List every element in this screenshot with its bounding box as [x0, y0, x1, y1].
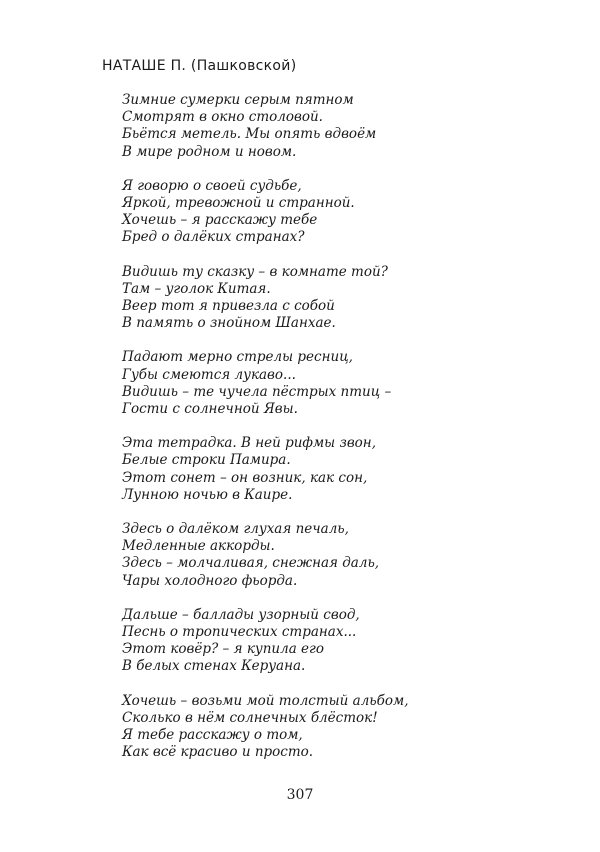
poem-line: Хочешь – возьми мой толстый альбом,	[122, 692, 409, 709]
poem-line: Видишь – те чучела пёстрых птиц –	[122, 383, 392, 400]
stanza-1	[122, 92, 542, 161]
poem-line: Этот ковёр? – я купила его	[122, 641, 324, 658]
poem-line: Эта тетрадка. В ней рифмы звон,	[122, 435, 376, 452]
stanza-8	[122, 693, 542, 762]
poem-line: Губы смеются лукаво...	[122, 366, 296, 383]
page-number: 307	[286, 787, 314, 803]
poem-line: Там – уголок Китая.	[122, 280, 271, 297]
poem-line: В мире родном и новом.	[122, 143, 297, 160]
poem-body	[122, 92, 542, 779]
poem-line: Белые строки Памира.	[122, 452, 291, 469]
poem-line: Этот сонет – он возник, как сон,	[122, 469, 368, 486]
poem-line: Как всё красиво и просто.	[122, 744, 314, 761]
poem-line: В белых стенах Керуана.	[122, 658, 306, 675]
stanza-4	[122, 349, 542, 418]
stanza-6	[122, 521, 542, 590]
poem-line: Я говорю о своей судьбе,	[122, 177, 302, 194]
poem-line: Песнь о тропических странах...	[122, 624, 357, 641]
poem-line: Гости с солнечной Явы.	[122, 401, 298, 418]
poem-line: В память о знойном Шанхае.	[122, 315, 336, 332]
poem-line: Бьётся метель. Мы опять вдвоём	[122, 126, 377, 143]
poem-line: Бред о далёких странах?	[122, 229, 305, 246]
poem-line: Хочешь – я расскажу тебе	[122, 212, 318, 229]
stanza-5	[122, 435, 542, 504]
poem-title: НАТАШЕ П. (Пашковской)	[102, 58, 297, 74]
poem-line: Дальше – баллады узорный свод,	[122, 606, 360, 623]
poem-line: Лунною ночью в Каире.	[122, 486, 293, 503]
poem-line: Здесь – молчаливая, снежная даль,	[122, 555, 380, 572]
poem-line: Яркой, тревожной и странной.	[122, 195, 355, 212]
poem-line: Веер тот я привезла с собой	[122, 298, 335, 315]
stanza-7	[122, 607, 542, 676]
poem-line: Падают мерно стрелы ресниц,	[122, 349, 353, 366]
poem-line: Чары холодного фьорда.	[122, 572, 298, 589]
poem-line: Зимние сумерки серым пятном	[122, 92, 354, 108]
poem-line: Смотрят в окно столовой.	[122, 109, 323, 126]
poem-line: Здесь о далёком глухая печаль,	[122, 521, 349, 538]
stanza-3	[122, 264, 542, 333]
stanza-2	[122, 178, 542, 247]
poem-line: Я тебе расскажу о том,	[122, 727, 303, 744]
poem-line: Видишь ту сказку – в комнате той?	[122, 263, 388, 280]
poem-line: Медленные аккорды.	[122, 538, 275, 555]
poem-line: Сколько в нём солнечных блёсток!	[122, 709, 378, 726]
